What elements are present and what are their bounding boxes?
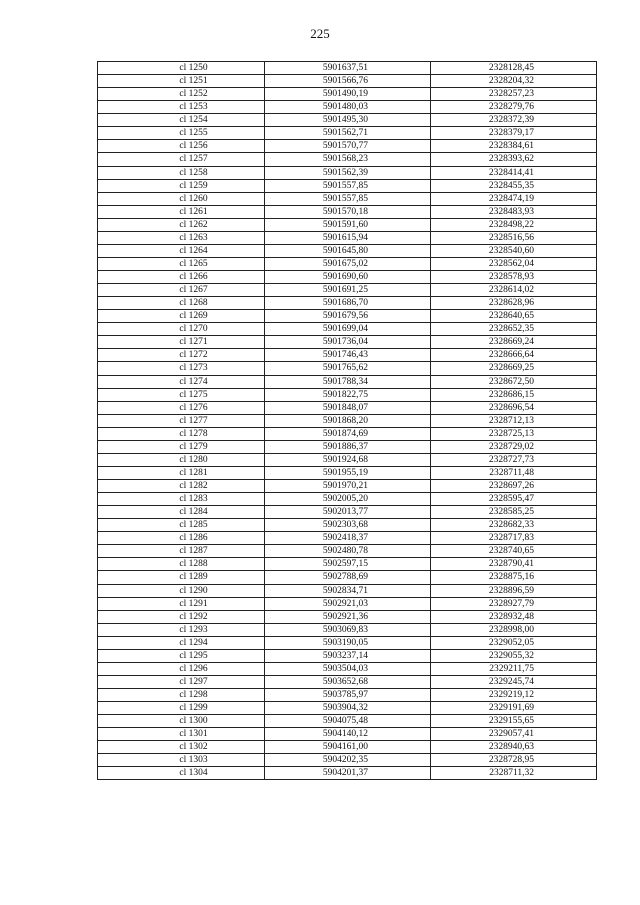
table-row [98, 218, 597, 231]
table-row [98, 649, 597, 662]
y-coordinate-cell: 2329211,75 [431, 662, 597, 675]
table-row [98, 532, 597, 545]
y-coordinate-cell: 2328790,41 [431, 558, 597, 571]
x-coordinate-cell: 5901490,19 [265, 88, 431, 101]
table-row [98, 336, 597, 349]
y-coordinate-cell: 2328717,83 [431, 532, 597, 545]
point-id-cell: cl 1279 [98, 440, 265, 453]
x-coordinate-cell: 5901570,18 [265, 205, 431, 218]
y-coordinate-cell: 2328672,50 [431, 375, 597, 388]
x-coordinate-cell: 5901675,02 [265, 257, 431, 270]
y-coordinate-cell: 2328686,15 [431, 388, 597, 401]
x-coordinate-cell: 5901637,51 [265, 62, 431, 75]
x-coordinate-cell: 5901874,69 [265, 427, 431, 440]
point-id-cell: cl 1253 [98, 101, 265, 114]
table-row [98, 375, 597, 388]
point-id-cell: cl 1277 [98, 414, 265, 427]
point-id-cell: cl 1255 [98, 127, 265, 140]
table-row [98, 545, 597, 558]
table-row [98, 741, 597, 754]
y-coordinate-cell: 2328595,47 [431, 493, 597, 506]
x-coordinate-cell: 5901746,43 [265, 349, 431, 362]
x-coordinate-cell: 5902013,77 [265, 506, 431, 519]
point-id-cell: cl 1280 [98, 453, 265, 466]
table-row [98, 297, 597, 310]
table-row [98, 715, 597, 728]
point-id-cell: cl 1301 [98, 728, 265, 741]
y-coordinate-cell: 2328711,32 [431, 767, 597, 780]
point-id-cell: cl 1287 [98, 545, 265, 558]
x-coordinate-cell: 5901690,60 [265, 271, 431, 284]
point-id-cell: cl 1297 [98, 675, 265, 688]
point-id-cell: cl 1269 [98, 310, 265, 323]
y-coordinate-cell: 2328728,95 [431, 754, 597, 767]
point-id-cell: cl 1294 [98, 636, 265, 649]
table-row [98, 401, 597, 414]
point-id-cell: cl 1293 [98, 623, 265, 636]
point-id-cell: cl 1264 [98, 244, 265, 257]
y-coordinate-cell: 2328384,61 [431, 140, 597, 153]
y-coordinate-cell: 2329055,32 [431, 649, 597, 662]
y-coordinate-cell: 2328562,04 [431, 257, 597, 270]
x-coordinate-cell: 5904201,37 [265, 767, 431, 780]
y-coordinate-cell: 2328896,59 [431, 584, 597, 597]
y-coordinate-cell: 2328652,35 [431, 323, 597, 336]
y-coordinate-cell: 2328614,02 [431, 284, 597, 297]
x-coordinate-cell: 5903652,68 [265, 675, 431, 688]
x-coordinate-cell: 5901557,85 [265, 179, 431, 192]
table-row [98, 62, 597, 75]
table-row [98, 427, 597, 440]
x-coordinate-cell: 5903190,05 [265, 636, 431, 649]
table-row [98, 440, 597, 453]
point-id-cell: cl 1285 [98, 519, 265, 532]
x-coordinate-cell: 5901570,77 [265, 140, 431, 153]
table-row [98, 114, 597, 127]
x-coordinate-cell: 5902834,71 [265, 584, 431, 597]
point-id-cell: cl 1266 [98, 271, 265, 284]
point-id-cell: cl 1274 [98, 375, 265, 388]
point-id-cell: cl 1260 [98, 192, 265, 205]
x-coordinate-cell: 5902418,37 [265, 532, 431, 545]
y-coordinate-cell: 2328379,17 [431, 127, 597, 140]
x-coordinate-cell: 5901562,39 [265, 166, 431, 179]
point-id-cell: cl 1252 [98, 88, 265, 101]
y-coordinate-cell: 2328516,56 [431, 231, 597, 244]
y-coordinate-cell: 2328727,73 [431, 453, 597, 466]
y-coordinate-cell: 2328393,62 [431, 153, 597, 166]
point-id-cell: cl 1273 [98, 362, 265, 375]
table-row [98, 767, 597, 780]
x-coordinate-cell: 5902921,36 [265, 610, 431, 623]
x-coordinate-cell: 5902921,03 [265, 597, 431, 610]
point-id-cell: cl 1290 [98, 584, 265, 597]
x-coordinate-cell: 5903904,32 [265, 702, 431, 715]
table-row [98, 702, 597, 715]
x-coordinate-cell: 5901562,71 [265, 127, 431, 140]
x-coordinate-cell: 5901848,07 [265, 401, 431, 414]
table-row [98, 323, 597, 336]
point-id-cell: cl 1284 [98, 506, 265, 519]
point-id-cell: cl 1250 [98, 62, 265, 75]
y-coordinate-cell: 2328204,32 [431, 75, 597, 88]
table-row [98, 179, 597, 192]
y-coordinate-cell: 2328697,26 [431, 480, 597, 493]
x-coordinate-cell: 5901970,21 [265, 480, 431, 493]
y-coordinate-cell: 2328455,35 [431, 179, 597, 192]
x-coordinate-cell: 5901557,85 [265, 192, 431, 205]
y-coordinate-cell: 2328712,13 [431, 414, 597, 427]
point-id-cell: cl 1300 [98, 715, 265, 728]
x-coordinate-cell: 5902597,15 [265, 558, 431, 571]
y-coordinate-cell: 2328540,60 [431, 244, 597, 257]
x-coordinate-cell: 5901955,19 [265, 466, 431, 479]
x-coordinate-cell: 5901591,60 [265, 218, 431, 231]
table-row [98, 205, 597, 218]
table-row [98, 310, 597, 323]
point-id-cell: cl 1298 [98, 689, 265, 702]
x-coordinate-cell: 5901736,04 [265, 336, 431, 349]
x-coordinate-cell: 5901480,03 [265, 101, 431, 114]
y-coordinate-cell: 2328940,63 [431, 741, 597, 754]
y-coordinate-cell: 2329052,05 [431, 636, 597, 649]
point-id-cell: cl 1254 [98, 114, 265, 127]
x-coordinate-cell: 5902005,20 [265, 493, 431, 506]
x-coordinate-cell: 5904161,00 [265, 741, 431, 754]
x-coordinate-cell: 5903785,97 [265, 689, 431, 702]
y-coordinate-cell: 2329155,65 [431, 715, 597, 728]
y-coordinate-cell: 2328279,76 [431, 101, 597, 114]
x-coordinate-cell: 5901566,76 [265, 75, 431, 88]
y-coordinate-cell: 2329191,69 [431, 702, 597, 715]
page-number: 225 [310, 26, 330, 41]
y-coordinate-cell: 2328257,23 [431, 88, 597, 101]
table-row [98, 728, 597, 741]
point-id-cell: cl 1276 [98, 401, 265, 414]
x-coordinate-cell: 5904202,35 [265, 754, 431, 767]
point-id-cell: cl 1271 [98, 336, 265, 349]
y-coordinate-cell: 2328578,93 [431, 271, 597, 284]
coordinates-table [97, 61, 597, 780]
x-coordinate-cell: 5901686,70 [265, 297, 431, 310]
point-id-cell: cl 1272 [98, 349, 265, 362]
table-row [98, 362, 597, 375]
point-id-cell: cl 1259 [98, 179, 265, 192]
table-row [98, 414, 597, 427]
x-coordinate-cell: 5904140,12 [265, 728, 431, 741]
table-row [98, 597, 597, 610]
point-id-cell: cl 1268 [98, 297, 265, 310]
table-row [98, 101, 597, 114]
table-row [98, 88, 597, 101]
table-row [98, 192, 597, 205]
y-coordinate-cell: 2328666,64 [431, 349, 597, 362]
y-coordinate-cell: 2328711,48 [431, 466, 597, 479]
y-coordinate-cell: 2328696,54 [431, 401, 597, 414]
point-id-cell: cl 1270 [98, 323, 265, 336]
point-id-cell: cl 1291 [98, 597, 265, 610]
y-coordinate-cell: 2329057,41 [431, 728, 597, 741]
table-row [98, 453, 597, 466]
point-id-cell: cl 1295 [98, 649, 265, 662]
point-id-cell: cl 1283 [98, 493, 265, 506]
x-coordinate-cell: 5901924,68 [265, 453, 431, 466]
y-coordinate-cell: 2329245,74 [431, 675, 597, 688]
point-id-cell: cl 1299 [98, 702, 265, 715]
coordinates-table-body [98, 62, 597, 780]
y-coordinate-cell: 2328414,41 [431, 166, 597, 179]
y-coordinate-cell: 2328927,79 [431, 597, 597, 610]
point-id-cell: cl 1262 [98, 218, 265, 231]
x-coordinate-cell: 5904075,48 [265, 715, 431, 728]
table-row [98, 127, 597, 140]
point-id-cell: cl 1267 [98, 284, 265, 297]
y-coordinate-cell: 2328640,65 [431, 310, 597, 323]
table-row [98, 257, 597, 270]
point-id-cell: cl 1251 [98, 75, 265, 88]
x-coordinate-cell: 5901788,34 [265, 375, 431, 388]
y-coordinate-cell: 2328128,45 [431, 62, 597, 75]
y-coordinate-cell: 2328725,13 [431, 427, 597, 440]
table-row [98, 754, 597, 767]
table-row [98, 689, 597, 702]
x-coordinate-cell: 5901822,75 [265, 388, 431, 401]
x-coordinate-cell: 5901765,62 [265, 362, 431, 375]
x-coordinate-cell: 5901615,94 [265, 231, 431, 244]
y-coordinate-cell: 2328740,65 [431, 545, 597, 558]
table-row [98, 244, 597, 257]
x-coordinate-cell: 5901679,56 [265, 310, 431, 323]
point-id-cell: cl 1292 [98, 610, 265, 623]
y-coordinate-cell: 2328498,22 [431, 218, 597, 231]
y-coordinate-cell: 2328585,25 [431, 506, 597, 519]
y-coordinate-cell: 2328682,33 [431, 519, 597, 532]
point-id-cell: cl 1256 [98, 140, 265, 153]
point-id-cell: cl 1303 [98, 754, 265, 767]
table-row [98, 153, 597, 166]
x-coordinate-cell: 5901699,04 [265, 323, 431, 336]
table-row [98, 584, 597, 597]
table-row [98, 75, 597, 88]
point-id-cell: cl 1257 [98, 153, 265, 166]
table-row [98, 662, 597, 675]
table-row [98, 610, 597, 623]
table-row [98, 284, 597, 297]
y-coordinate-cell: 2328372,39 [431, 114, 597, 127]
x-coordinate-cell: 5901568,23 [265, 153, 431, 166]
y-coordinate-cell: 2328932,48 [431, 610, 597, 623]
table-row [98, 388, 597, 401]
table-row [98, 493, 597, 506]
point-id-cell: cl 1302 [98, 741, 265, 754]
x-coordinate-cell: 5901495,30 [265, 114, 431, 127]
x-coordinate-cell: 5901886,37 [265, 440, 431, 453]
x-coordinate-cell: 5902480,78 [265, 545, 431, 558]
table-row [98, 623, 597, 636]
table-row [98, 480, 597, 493]
point-id-cell: cl 1288 [98, 558, 265, 571]
table-row [98, 558, 597, 571]
y-coordinate-cell: 2329219,12 [431, 689, 597, 702]
point-id-cell: cl 1296 [98, 662, 265, 675]
point-id-cell: cl 1278 [98, 427, 265, 440]
table-row [98, 636, 597, 649]
table-row [98, 675, 597, 688]
x-coordinate-cell: 5901645,80 [265, 244, 431, 257]
x-coordinate-cell: 5901691,25 [265, 284, 431, 297]
x-coordinate-cell: 5903237,14 [265, 649, 431, 662]
point-id-cell: cl 1261 [98, 205, 265, 218]
y-coordinate-cell: 2328669,25 [431, 362, 597, 375]
point-id-cell: cl 1304 [98, 767, 265, 780]
y-coordinate-cell: 2328729,02 [431, 440, 597, 453]
x-coordinate-cell: 5902303,68 [265, 519, 431, 532]
point-id-cell: cl 1265 [98, 257, 265, 270]
table-row [98, 166, 597, 179]
point-id-cell: cl 1286 [98, 532, 265, 545]
y-coordinate-cell: 2328474,19 [431, 192, 597, 205]
point-id-cell: cl 1282 [98, 480, 265, 493]
y-coordinate-cell: 2328998,00 [431, 623, 597, 636]
y-coordinate-cell: 2328483,93 [431, 205, 597, 218]
x-coordinate-cell: 5902788,69 [265, 571, 431, 584]
point-id-cell: cl 1275 [98, 388, 265, 401]
table-row [98, 140, 597, 153]
table-row [98, 466, 597, 479]
table-row [98, 349, 597, 362]
point-id-cell: cl 1263 [98, 231, 265, 244]
table-row [98, 271, 597, 284]
y-coordinate-cell: 2328628,96 [431, 297, 597, 310]
point-id-cell: cl 1281 [98, 466, 265, 479]
x-coordinate-cell: 5903069,83 [265, 623, 431, 636]
table-row [98, 506, 597, 519]
point-id-cell: cl 1289 [98, 571, 265, 584]
table-row [98, 231, 597, 244]
table-row [98, 519, 597, 532]
x-coordinate-cell: 5903504,03 [265, 662, 431, 675]
table-row [98, 571, 597, 584]
y-coordinate-cell: 2328875,16 [431, 571, 597, 584]
x-coordinate-cell: 5901868,20 [265, 414, 431, 427]
y-coordinate-cell: 2328669,24 [431, 336, 597, 349]
point-id-cell: cl 1258 [98, 166, 265, 179]
